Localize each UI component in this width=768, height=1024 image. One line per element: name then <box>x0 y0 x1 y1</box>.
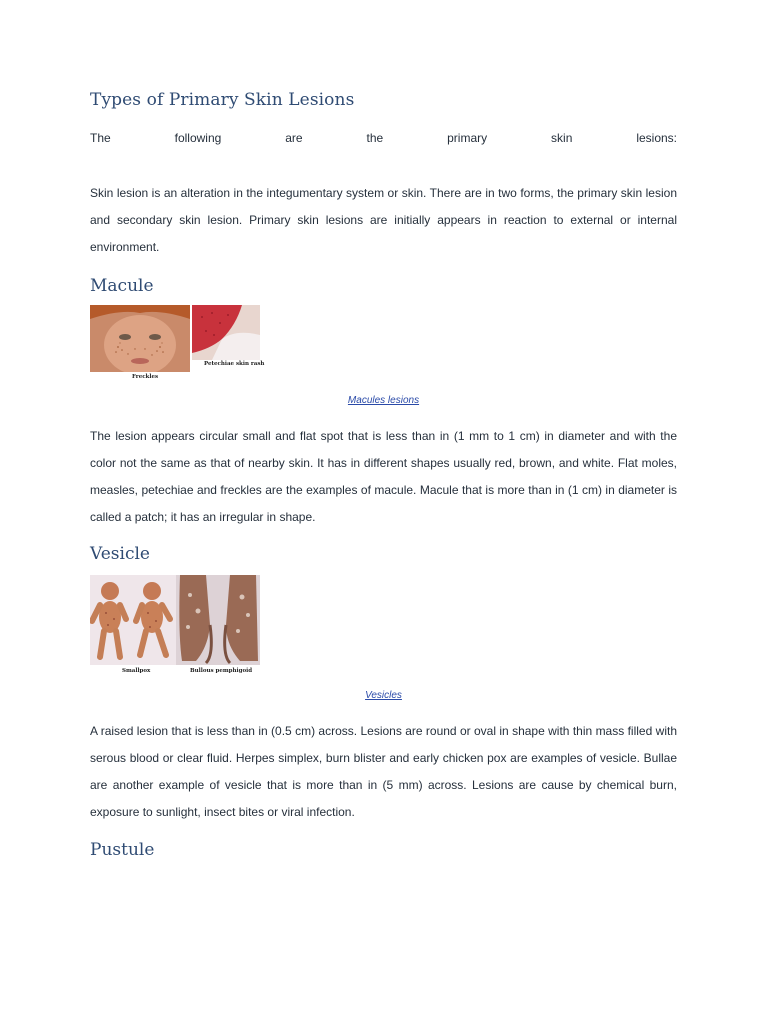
macule-caption[interactable]: Macules lesions <box>347 395 420 406</box>
intro-word: are <box>285 131 303 145</box>
pustule-heading: Pustule <box>90 840 155 860</box>
petechiae-label: Petechiae skin rash <box>204 361 265 367</box>
macule-figure <box>90 305 265 385</box>
freckles-label: Freckles <box>132 374 159 380</box>
smallpox-label: Smallpox <box>122 668 151 674</box>
macule-heading: Macule <box>90 276 154 296</box>
intro-line <box>90 131 677 145</box>
intro-word: skin <box>551 131 573 145</box>
macule-paragraph: The lesion appears circular small and flat spot that is less than in (1 mm to 1 cm) in diameter and with the color not the same as that of nearby skin. It has in different shapes usually red, brown, and white. Flat moles, measles, petechiae and freckles are the examples of macule. Macule that is more than in (1 cm) in diameter is called a patch; it has an irregular in shape. <box>90 429 677 524</box>
page-title: Types of Primary Skin Lesions <box>90 90 355 110</box>
freckles-photo <box>90 305 190 372</box>
vesicle-caption[interactable]: Vesicles <box>365 690 402 701</box>
petechiae-photo <box>192 305 260 360</box>
bullous-pemphigoid-photo <box>176 575 260 665</box>
intro-word: primary <box>447 131 488 145</box>
intro-word: the <box>366 131 384 145</box>
bullous-pemphigoid-label: Bullous pemphigoid <box>190 668 253 674</box>
intro-paragraph: Skin lesion is an alteration in the integumentary system or skin. There are in two forms, the primary skin lesion and secondary skin lesion. Primary skin lesions are initially appears in reaction to external or internal environment. <box>90 186 677 254</box>
intro-word: following <box>174 131 222 145</box>
vesicle-paragraph: A raised lesion that is less than in (0.5 cm) across. Lesions are round or oval in shape with thin mass filled with serous blood or clear fluid. Herpes simplex, burn blister and early chicken pox are examples of vesicle. Bullae are another example of vesicle that is more than in (5 mm) across. Lesions are cause by chemical burn, exposure to sunlight, insect bites or viral infection. <box>90 724 677 819</box>
intro-word: lesions: <box>636 131 677 145</box>
vesicle-heading: Vesicle <box>90 544 150 564</box>
smallpox-photo <box>90 575 176 665</box>
vesicle-figure <box>90 575 262 675</box>
intro-word: The <box>90 131 111 145</box>
